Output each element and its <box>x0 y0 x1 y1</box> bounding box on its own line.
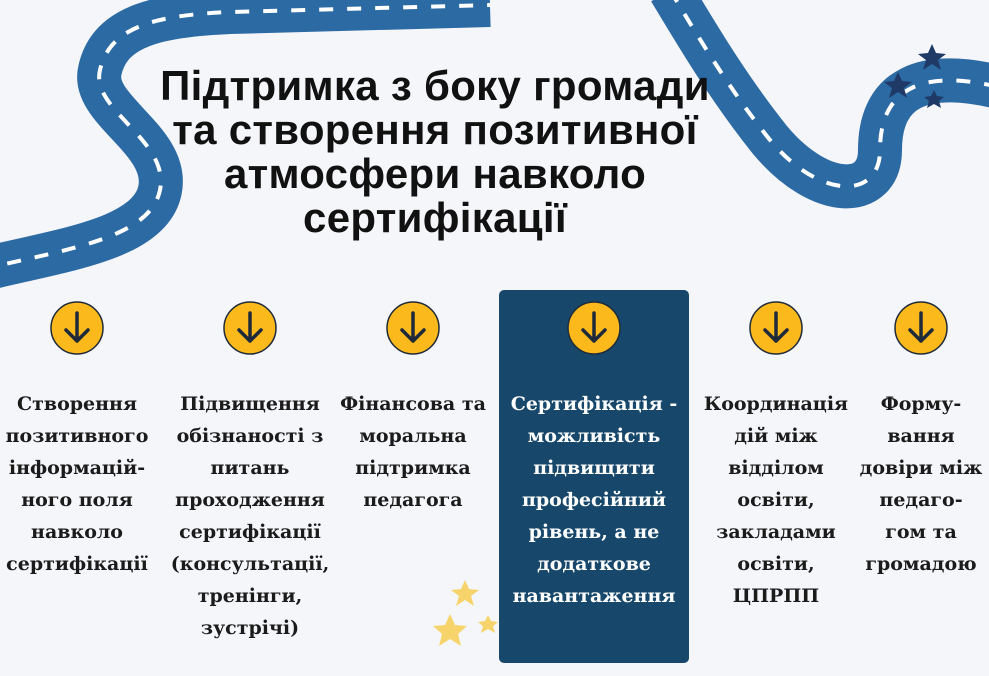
arrow-down-circle-icon <box>893 300 949 356</box>
text-line: професійний <box>521 489 667 511</box>
text-line: ного поля <box>21 489 133 511</box>
text-line: сертифікації <box>179 521 321 543</box>
support-item-text <box>340 388 486 516</box>
text-line: тренінги, <box>197 585 303 607</box>
text-line: гом та <box>885 521 957 543</box>
text-line: рівень, а не <box>528 521 660 543</box>
text-line: освіти, <box>737 553 815 575</box>
text-line: питань <box>210 457 290 479</box>
arrow-down-circle-icon <box>49 300 105 356</box>
text-line: Форму- <box>880 393 962 415</box>
support-item-text <box>704 388 848 612</box>
support-item <box>338 296 488 516</box>
support-item-text <box>511 388 678 612</box>
text-line: додаткове <box>537 553 651 575</box>
text-line: довіри між <box>859 457 983 479</box>
text-line: педаго- <box>879 489 963 511</box>
text-line: позитивного <box>5 425 149 447</box>
text-line: дій між <box>734 425 818 447</box>
title-line: Підтримка з боку громади <box>160 62 710 109</box>
support-item-text <box>171 388 330 644</box>
text-line: можливість <box>527 425 661 447</box>
arrow-down-circle-icon <box>748 300 804 356</box>
support-item-text <box>6 388 149 580</box>
star-icon <box>884 44 946 108</box>
text-line: сертифікації <box>6 553 148 575</box>
text-line: обізнаності з <box>176 425 324 447</box>
arrow-down-circle-icon <box>385 300 441 356</box>
text-line: ЦПРПП <box>732 585 820 607</box>
text-line: проходження <box>175 489 325 511</box>
text-line: інформацій- <box>8 457 146 479</box>
title-line: та створення позитивної <box>172 106 698 153</box>
text-line: Підвищення <box>180 393 320 415</box>
text-line: підтримка <box>355 457 471 479</box>
title-line: сертифікації <box>303 194 567 241</box>
text-line: підвищити <box>533 457 655 479</box>
support-item-highlighted <box>506 296 682 612</box>
text-line: Фінансова та <box>340 393 486 415</box>
title-line: атмосфери навколо <box>223 150 647 197</box>
support-item <box>170 296 330 644</box>
text-line: педагога <box>363 489 463 511</box>
text-line: відділом <box>728 457 824 479</box>
text-line: навантаження <box>512 585 676 607</box>
text-line: освіти, <box>737 489 815 511</box>
support-item <box>2 296 152 580</box>
support-item <box>703 296 849 612</box>
text-line: навколо <box>31 521 123 543</box>
support-item-text <box>860 388 983 580</box>
star-icon <box>433 580 498 646</box>
arrow-down-circle-icon <box>566 300 622 356</box>
text-line: зустрічі) <box>200 617 300 639</box>
support-item <box>856 296 986 580</box>
text-line: Створення <box>16 393 137 415</box>
text-line: громадою <box>865 553 977 575</box>
arrow-down-circle-icon <box>222 300 278 356</box>
text-line: вання <box>887 425 955 447</box>
page-title <box>130 64 740 240</box>
text-line: закладами <box>716 521 836 543</box>
text-line: моральна <box>359 425 467 447</box>
text-line: (консультації, <box>170 553 330 575</box>
text-line: Координація <box>703 393 849 415</box>
text-line: Сертифікація - <box>510 393 678 415</box>
